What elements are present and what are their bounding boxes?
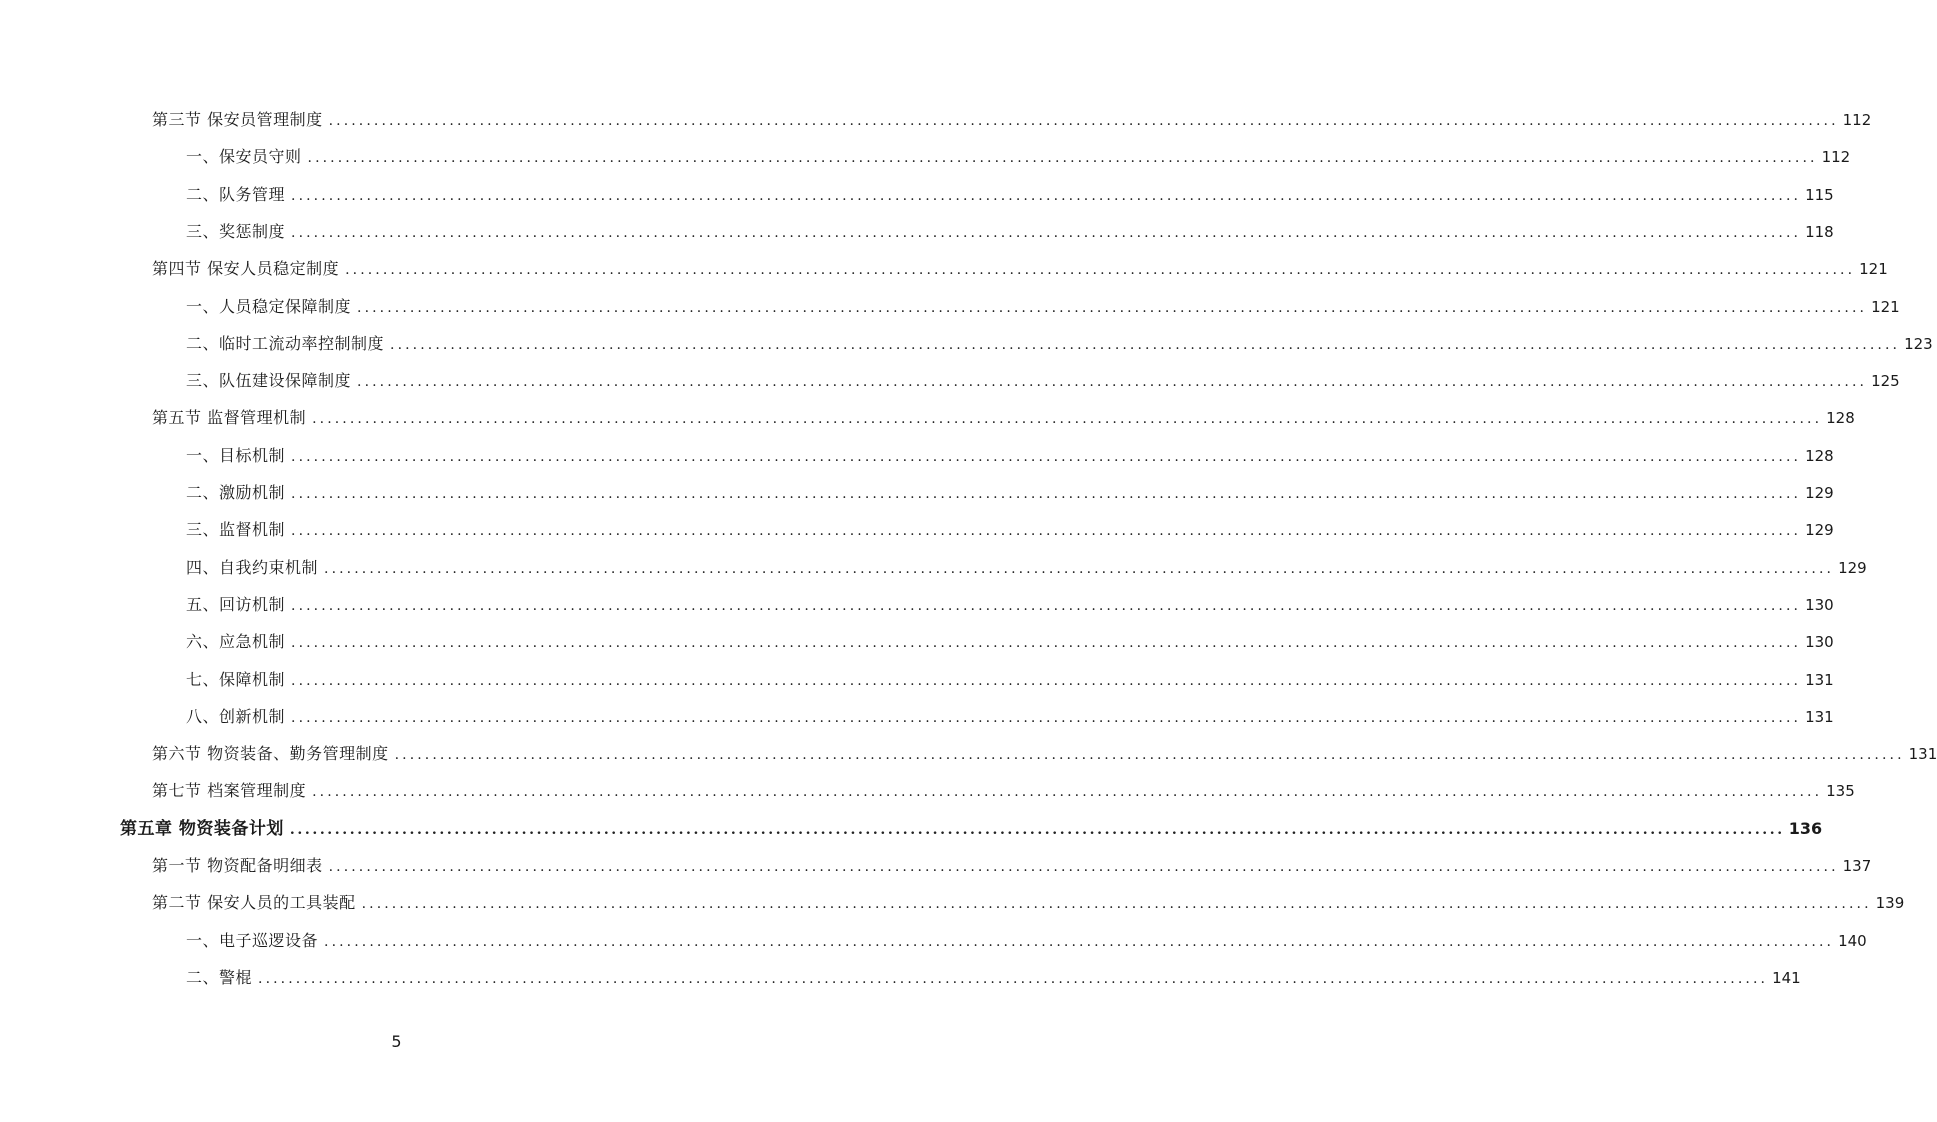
toc-entry-page: 139 (1875, 894, 1905, 912)
toc-entry-title: 第三节 保安员管理制度 (152, 110, 323, 129)
toc-entry[interactable] (186, 437, 1834, 474)
toc-entry-page: 115 (1805, 186, 1834, 204)
dot-leader: ........................................................................................................................................................................................................ (291, 635, 1802, 651)
dot-leader: ........................................................................................................................................................................................................ (357, 374, 1868, 390)
dot-leader: ........................................................................................................................................................................................................ (328, 859, 1839, 875)
dot-leader: ........................................................................................................................................................................................................ (291, 486, 1802, 502)
toc-entry[interactable] (186, 549, 1867, 586)
toc-entry-page: 128 (1826, 409, 1855, 427)
dot-leader: ........................................................................................................................................................................................................ (361, 896, 1872, 912)
toc-entry[interactable] (186, 698, 1834, 735)
toc-entry[interactable] (186, 138, 1851, 175)
toc-entry[interactable] (186, 922, 1867, 959)
toc-entry[interactable] (186, 474, 1834, 511)
dot-leader: ........................................................................................................................................................................................................ (291, 673, 1802, 689)
toc-entry-page: 128 (1805, 447, 1834, 465)
toc-entry-title: 七、保障机制 (186, 670, 286, 689)
toc-entry-page: 130 (1805, 596, 1834, 614)
toc-entry-title: 三、奖惩制度 (186, 222, 286, 241)
dot-leader: ........................................................................................................................................................................................................ (291, 188, 1802, 204)
toc-entry-title: 第四节 保安人员稳定制度 (152, 259, 340, 278)
toc-entry-title: 三、监督机制 (186, 520, 286, 539)
toc-entry-page: 131 (1805, 671, 1834, 689)
dot-leader: ........................................................................................................................................................................................................ (345, 262, 1856, 278)
toc-entry-page: 135 (1826, 782, 1855, 800)
dot-leader: ........................................................................................................................................................................................................ (324, 934, 1835, 950)
toc-entry[interactable] (186, 586, 1834, 623)
toc-entry-page: 112 (1842, 111, 1872, 129)
dot-leader: ........................................................................................................................................................................................................ (357, 300, 1868, 316)
toc-entry-page: 141 (1772, 969, 1801, 987)
toc-entry-page: 136 (1788, 819, 1823, 838)
toc-entry[interactable] (186, 511, 1834, 548)
toc-entry-title: 二、激励机制 (186, 483, 286, 502)
toc-entry-title: 二、队务管理 (186, 185, 286, 204)
toc-entry[interactable] (186, 661, 1834, 698)
toc-entry-title: 五、回访机制 (186, 595, 286, 614)
toc-entry-page: 129 (1805, 521, 1834, 539)
toc-entry-title: 第七节 档案管理制度 (152, 781, 307, 800)
toc-entry-page: 129 (1805, 484, 1834, 502)
toc-entry-title: 一、目标机制 (186, 446, 286, 465)
toc-entry[interactable] (186, 325, 1933, 362)
dot-leader: ........................................................................................................................................................................................................ (289, 822, 1785, 838)
toc-entry-title: 二、临时工流动率控制制度 (186, 334, 385, 353)
toc-entry-page: 123 (1904, 335, 1933, 353)
dot-leader: ........................................................................................................................................................................................................ (291, 449, 1802, 465)
toc-entry-page: 121 (1859, 260, 1888, 278)
toc-entry[interactable] (152, 250, 1888, 287)
toc-entry-page: 125 (1871, 372, 1900, 390)
toc-entry-page: 140 (1838, 932, 1867, 950)
toc-entry-title: 一、电子巡逻设备 (186, 931, 319, 950)
toc-entry[interactable] (120, 810, 1823, 847)
toc-entry-title: 第五章 物资装备计划 (120, 819, 284, 839)
dot-leader: ........................................................................................................................................................................................................ (312, 784, 1823, 800)
dot-leader: ........................................................................................................................................................................................................ (307, 150, 1818, 166)
dot-leader: ........................................................................................................................................................................................................ (328, 113, 1839, 129)
toc-entry-title: 第一节 物资配备明细表 (152, 856, 323, 875)
dot-leader: ........................................................................................................................................................................................................ (394, 747, 1905, 763)
toc-entry[interactable] (152, 847, 1872, 884)
toc-entry-title: 三、队伍建设保障制度 (186, 371, 352, 390)
page-number: 5 (391, 1032, 402, 1051)
toc-entry-title: 二、警棍 (186, 968, 253, 987)
dot-leader: ........................................................................................................................................................................................................ (312, 411, 1823, 427)
toc-entry-page: 129 (1838, 559, 1867, 577)
toc-entry[interactable] (152, 399, 1855, 436)
dot-leader: ........................................................................................................................................................................................................ (291, 523, 1802, 539)
toc-entry-page: 131 (1805, 708, 1834, 726)
toc-entry-title: 四、自我约束机制 (186, 558, 319, 577)
toc-entry[interactable] (152, 884, 1905, 921)
toc-entry-title: 第五节 监督管理机制 (152, 408, 307, 427)
toc-entry-title: 一、保安员守则 (186, 147, 302, 166)
toc-entry[interactable] (152, 772, 1855, 809)
toc-entry-page: 137 (1842, 857, 1872, 875)
toc-entry[interactable] (186, 176, 1834, 213)
toc-entry-title: 第二节 保安人员的工具装配 (152, 893, 356, 912)
toc-entry-title: 一、人员稳定保障制度 (186, 297, 352, 316)
dot-leader: ........................................................................................................................................................................................................ (390, 337, 1901, 353)
toc-entry[interactable] (152, 101, 1872, 138)
toc-entry-page: 118 (1805, 223, 1834, 241)
toc-entry-title: 八、创新机制 (186, 707, 286, 726)
toc-entry[interactable] (186, 623, 1834, 660)
toc-entry[interactable] (186, 959, 1801, 996)
dot-leader: ........................................................................................................................................................................................................ (291, 225, 1802, 241)
dot-leader: ........................................................................................................................................................................................................ (291, 710, 1802, 726)
toc-entry-page: 131 (1908, 745, 1937, 763)
dot-leader: ........................................................................................................................................................................................................ (291, 598, 1802, 614)
toc-entry-page: 112 (1821, 148, 1851, 166)
dot-leader: ........................................................................................................................................................................................................ (324, 561, 1835, 577)
toc-entry-page: 121 (1871, 298, 1900, 316)
toc-entry[interactable] (152, 735, 1937, 772)
toc-entry[interactable] (186, 213, 1834, 250)
toc-entry-page: 130 (1805, 633, 1834, 651)
toc-entry[interactable] (186, 288, 1900, 325)
toc-entry-title: 六、应急机制 (186, 632, 286, 651)
dot-leader: ........................................................................................................................................................................................................ (258, 971, 1769, 987)
toc-entry-title: 第六节 物资装备、勤务管理制度 (152, 744, 389, 763)
toc-entry[interactable] (186, 362, 1900, 399)
